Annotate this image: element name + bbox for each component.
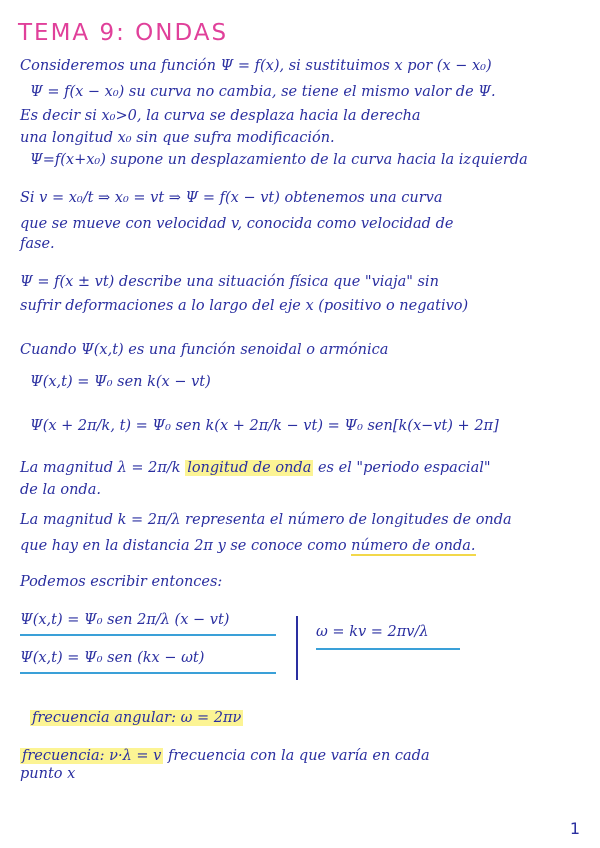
text-line: Ψ = f(x ± vt) describe una situación física que "viaja" sin — [20, 274, 439, 290]
equation: Ψ(x,t) = Ψ₀ sen k(x − vt) — [30, 374, 211, 390]
text-line: Si v = x₀/t ⇒ x₀ = vt ⇒ Ψ = f(x − vt) obtenemos una curva — [20, 190, 443, 206]
text-line: La magnitud k = 2π/λ representa el número de longitudes de onda — [20, 512, 512, 528]
text-line: Consideremos una función Ψ = f(x), si sustituimos x por (x − x₀) — [20, 58, 492, 74]
highlighted-term: frecuencia angular: ω = 2πν — [32, 710, 242, 726]
text-line: Ψ=f(x+x₀) supone un desplazamiento de la curva hacia la izquierda — [30, 152, 528, 168]
highlighted-term: longitud de onda — [187, 460, 312, 476]
equation: Ψ(x,t) = Ψ₀ sen 2π/λ (x − vt) — [20, 612, 230, 628]
text-line: Ψ = f(x − x₀) su curva no cambia, se tiene el mismo valor de Ψ. — [30, 84, 496, 100]
equation-underline — [316, 648, 460, 650]
page-number: 1 — [569, 819, 580, 838]
text-line — [20, 460, 491, 476]
text-span: que hay en la distancia 2π y se conoce como — [20, 538, 347, 554]
equation-underline — [20, 672, 276, 674]
equation: ω = kv = 2πv/λ — [316, 624, 429, 640]
text-line: una longitud x₀ sin que sufra modificación. — [20, 130, 335, 146]
text-line: Podemos escribir entonces: — [20, 574, 223, 590]
text-line — [20, 748, 430, 764]
equation: Ψ(x,t) = Ψ₀ sen (kx − ωt) — [20, 650, 205, 666]
text-line: Cuando Ψ(x,t) es una función senoidal o armónica — [20, 342, 389, 358]
text-line: sufrir deformaciones a lo largo del eje x (positivo o negativo) — [20, 298, 469, 314]
highlighted-term: número de onda. — [351, 538, 476, 554]
text-span: frecuencia con la que varía en cada — [167, 748, 430, 764]
text-line: Es decir si x₀>0, la curva se desplaza hacia la derecha — [20, 108, 421, 124]
text-span: La magnitud λ = 2π/k — [20, 460, 181, 476]
equation-underline — [20, 634, 276, 636]
equation: Ψ(x + 2π/k, t) = Ψ₀ sen k(x + 2π/k − vt) = Ψ₀ sen[k(x−vt) + 2π] — [30, 418, 499, 434]
column-divider — [296, 616, 298, 680]
text-line: que se mueve con velocidad v, conocida como velocidad de — [20, 216, 454, 232]
text-line: de la onda. — [20, 482, 101, 498]
text-line: fase. — [20, 236, 55, 252]
page-title: TEMA 9: ONDAS — [18, 20, 229, 46]
text-line — [20, 538, 476, 554]
text-line: punto x — [20, 766, 76, 782]
text-span: es el "periodo espacial" — [317, 460, 491, 476]
highlighted-term: frecuencia: ν·λ = v — [22, 748, 162, 764]
text-line — [30, 710, 243, 726]
